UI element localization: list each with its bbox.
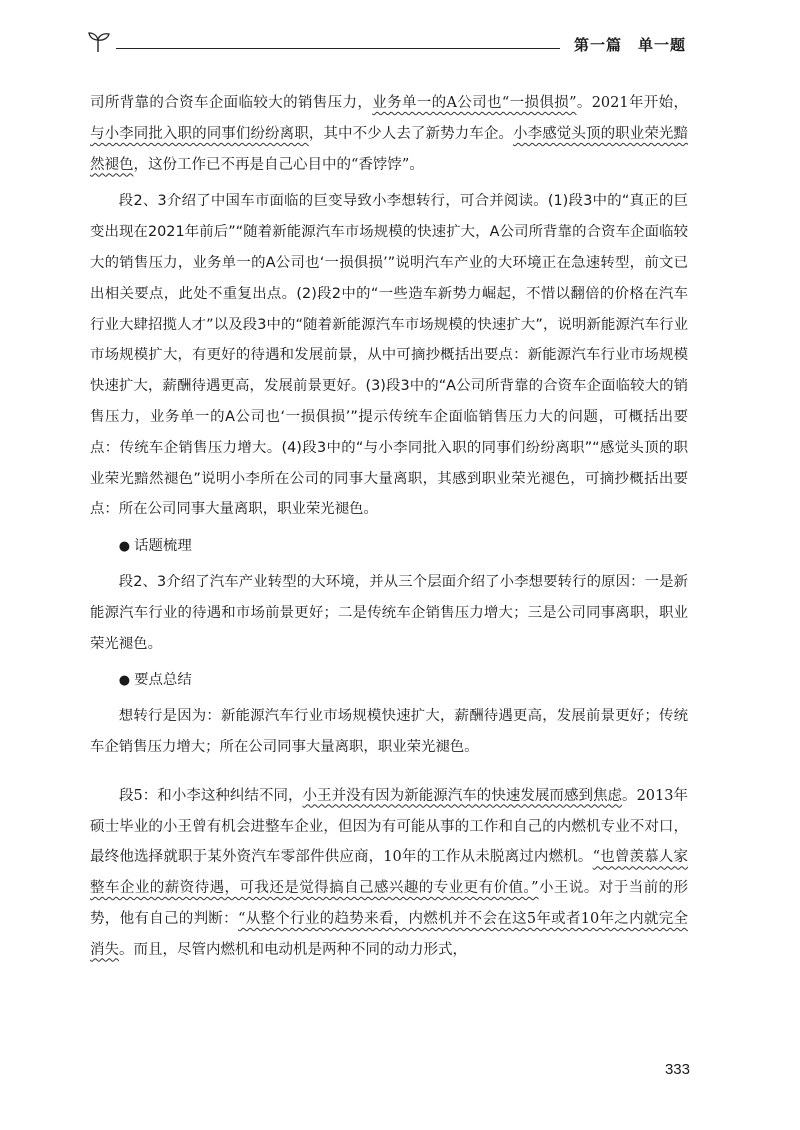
sprout-icon bbox=[86, 30, 116, 54]
page-number: 333 bbox=[664, 1061, 690, 1078]
header-rule bbox=[116, 48, 560, 49]
summary-paragraph: 想转行是因为：新能源汽车行业市场规模快速扩大，薪酬待遇更高，发展前景更好；传统车企销售压力增大；所在公司同事大量离职，职业荣光褪色。 bbox=[90, 708, 688, 755]
running-header bbox=[86, 30, 686, 56]
topic-paragraph: 段2、3介绍了汽车产业转型的大环境，并从三个层面介绍了小李想要转行的原因：一是新能源汽车行业的待遇和市场前景更好；二是传统车企销售压力增大；三是公司同事离职，职业荣光褪色。 bbox=[90, 573, 688, 652]
paragraph-continuation: 司所背靠的合资车企面临较大的销售压力，业务单一的A公司也“一损俱损”。2021年开始，与小李同批入职的同事们纷纷离职，其中不少人去了新势力车企。小李感觉头顶的职业荣光黯然褪色，这份工作已不再是自己心目中的“香饽饽”。 bbox=[90, 95, 689, 173]
page-body bbox=[90, 88, 688, 972]
summary-heading: ● 要点总结 bbox=[118, 672, 192, 689]
passage-paragraph: 段5：和小李这种纠结不同，小王并没有因为新能源汽车的快速发展而感到焦虑。2013年硕士毕业的小王曾有机会进整车企业，但因为有可能从事的工作和自己的内燃机专业不对口，最终他选择就职于某外资汽车零部件供应商，10年的工作从未脱离过内燃机。“也曾羡慕人家整车企业的薪资待遇，可我还是觉得搞自己感兴趣的专业更有价值。”小王说。对于当前的形势，他有自己的判断：“从整个行业的趋势来看，内燃机并不会在这5年或者10年之内就完全消失。而且，尽管内燃机和电动机是两种不同的动力形式， bbox=[90, 787, 689, 958]
bullet-icon: ● bbox=[118, 673, 131, 689]
bullet-icon: ● bbox=[118, 539, 131, 555]
topic-heading: ● 话题梳理 bbox=[118, 538, 192, 555]
header-title: 第一篇 单一题 bbox=[573, 36, 686, 54]
analysis-paragraph: 段2、3介绍了中国车市面临的巨变导致小李想转行，可合并阅读。(1)段3中的“真正的巨变出现在2021年前后”“随着新能源汽车市场规模的快速扩大，A公司所背靠的合资车企面临较大的销售压力，业务单一的A公司也‘一损俱损’”说明汽车产业的大环境正在急速转型，前文已出相关要点，此处不重复出点。(2)段2中的“一些造车新势力崛起，不惜以翻倍的价格在汽车行业大肆招揽人才”以及段3中的“随着新能源汽车市场规模的快速扩大”，说明新能源汽车行业市场规模扩大，有更好的待遇和发展前景，从中可摘抄概括出要点：新能源汽车行业市场规模快速扩大，薪酬待遇更高，发展前景更好。(3)段3中的“A公司所背靠的合资车企面临较大的销售压力，业务单一的A公司也‘一损俱损’”提示传统车企面临销售压力大的问题，可概括出要点：传统车企销售压力增大。(4)段3中的“与小李同批入职的同事们纷纷离职”“感觉头顶的职业荣光黯然褪色”说明小李所在公司的同事大量离职，其感到职业荣光褪色，可摘抄概括出要点：所在公司同事大量离职，职业荣光褪色。 bbox=[90, 193, 688, 518]
